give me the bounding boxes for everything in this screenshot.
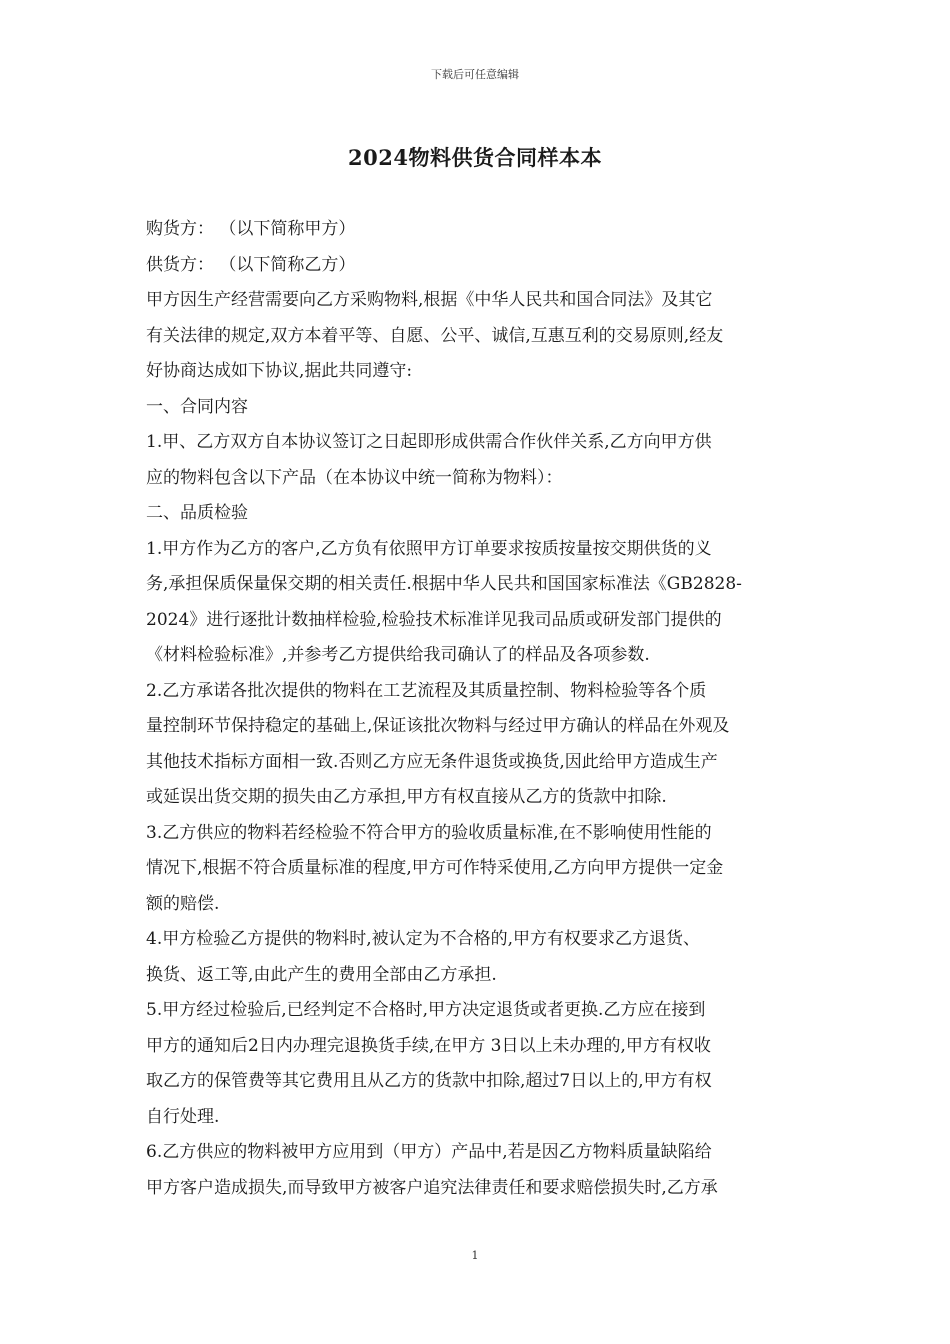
text-line: 额的赔偿. [146, 893, 220, 914]
text-line: 甲方因生产经营需要向乙方采购物料,根据《中华人民共和国合同法》及其它 [146, 290, 713, 310]
text-line: 取乙方的保管费等其它费用且从乙方的货款中扣除,超过7日以上的,甲方有权 [146, 1071, 712, 1091]
text-line: 应的物料包含以下产品（在本协议中统一简称为物料）： [146, 467, 563, 488]
text-line: 《材料检验标准》,并参考乙方提供给我司确认了的样品及各项参数. [146, 645, 650, 665]
text-line: 或延误出货交期的损失由乙方承担,甲方有权直接从乙方的货款中扣除. [146, 787, 667, 807]
text-line: 3.乙方供应的物料若经检验不符合甲方的验收质量标准,在不影响使用性能的 [146, 822, 712, 843]
contract-body [146, 214, 806, 1208]
page-number: 1 [471, 1249, 479, 1262]
section-heading: 二、品质检验 [146, 503, 248, 523]
text-line: 务,承担保质保量保交期的相关责任.根据中华人民共和国国家标准法《GB2828- [146, 574, 742, 594]
text-line: 甲方客户造成损失,而导致甲方被客户追究法律责任和要求赔偿损失时,乙方承 [146, 1177, 718, 1198]
text-line: 2.乙方承诺各批次提供的物料在工艺流程及其质量控制、物料检验等各个质 [146, 680, 707, 701]
text-line: 2024》进行逐批计数抽样检验,检验技术标准详见我司品质或研发部门提供的 [146, 609, 722, 630]
text-line: 供货方： （以下简称乙方） [146, 254, 356, 275]
text-line: 购货方： （以下简称甲方） [146, 219, 356, 239]
text-line: 换货、返工等,由此产生的费用全部由乙方承担. [146, 964, 497, 985]
document-title: 2024物料供货合同样本本 [348, 145, 602, 170]
text-line: 其他技术指标方面相一致.否则乙方应无条件退货或换货,因此给甲方造成生产 [146, 751, 718, 772]
text-line: 自行处理. [146, 1106, 220, 1127]
text-line: 情况下,根据不符合质量标准的程度,甲方可作特采使用,乙方向甲方提供一定金 [146, 858, 724, 878]
text-line: 甲方的通知后2日内办理完退换货手续,在甲方 3日以上未办理的,甲方有权收 [146, 1035, 711, 1056]
text-line: 5.甲方经过检验后,已经判定不合格时,甲方决定退货或者更换.乙方应在接到 [146, 1000, 706, 1020]
text-line: 好协商达成如下协议,据此共同遵守: [146, 361, 413, 381]
text-line: 有关法律的规定,双方本着平等、自愿、公平、诚信,互惠互利的交易原则,经友 [146, 325, 724, 346]
header-note: 下载后可任意编辑 [431, 68, 519, 81]
text-line: 量控制环节保持稳定的基础上,保证该批次物料与经过甲方确认的样品在外观及 [146, 716, 730, 736]
text-line: 1.甲方作为乙方的客户,乙方负有依照甲方订单要求按质按量按交期供货的义 [146, 538, 712, 559]
text-line: 6.乙方供应的物料被甲方应用到（甲方）产品中,若是因乙方物料质量缺陷给 [146, 1142, 712, 1162]
text-line: 4.甲方检验乙方提供的物料时,被认定为不合格的,甲方有权要求乙方退货、 [146, 929, 701, 949]
section-heading: 一、合同内容 [146, 396, 248, 417]
text-line: 1.甲、乙方双方自本协议签订之日起即形成供需合作伙伴关系,乙方向甲方供 [146, 432, 712, 452]
